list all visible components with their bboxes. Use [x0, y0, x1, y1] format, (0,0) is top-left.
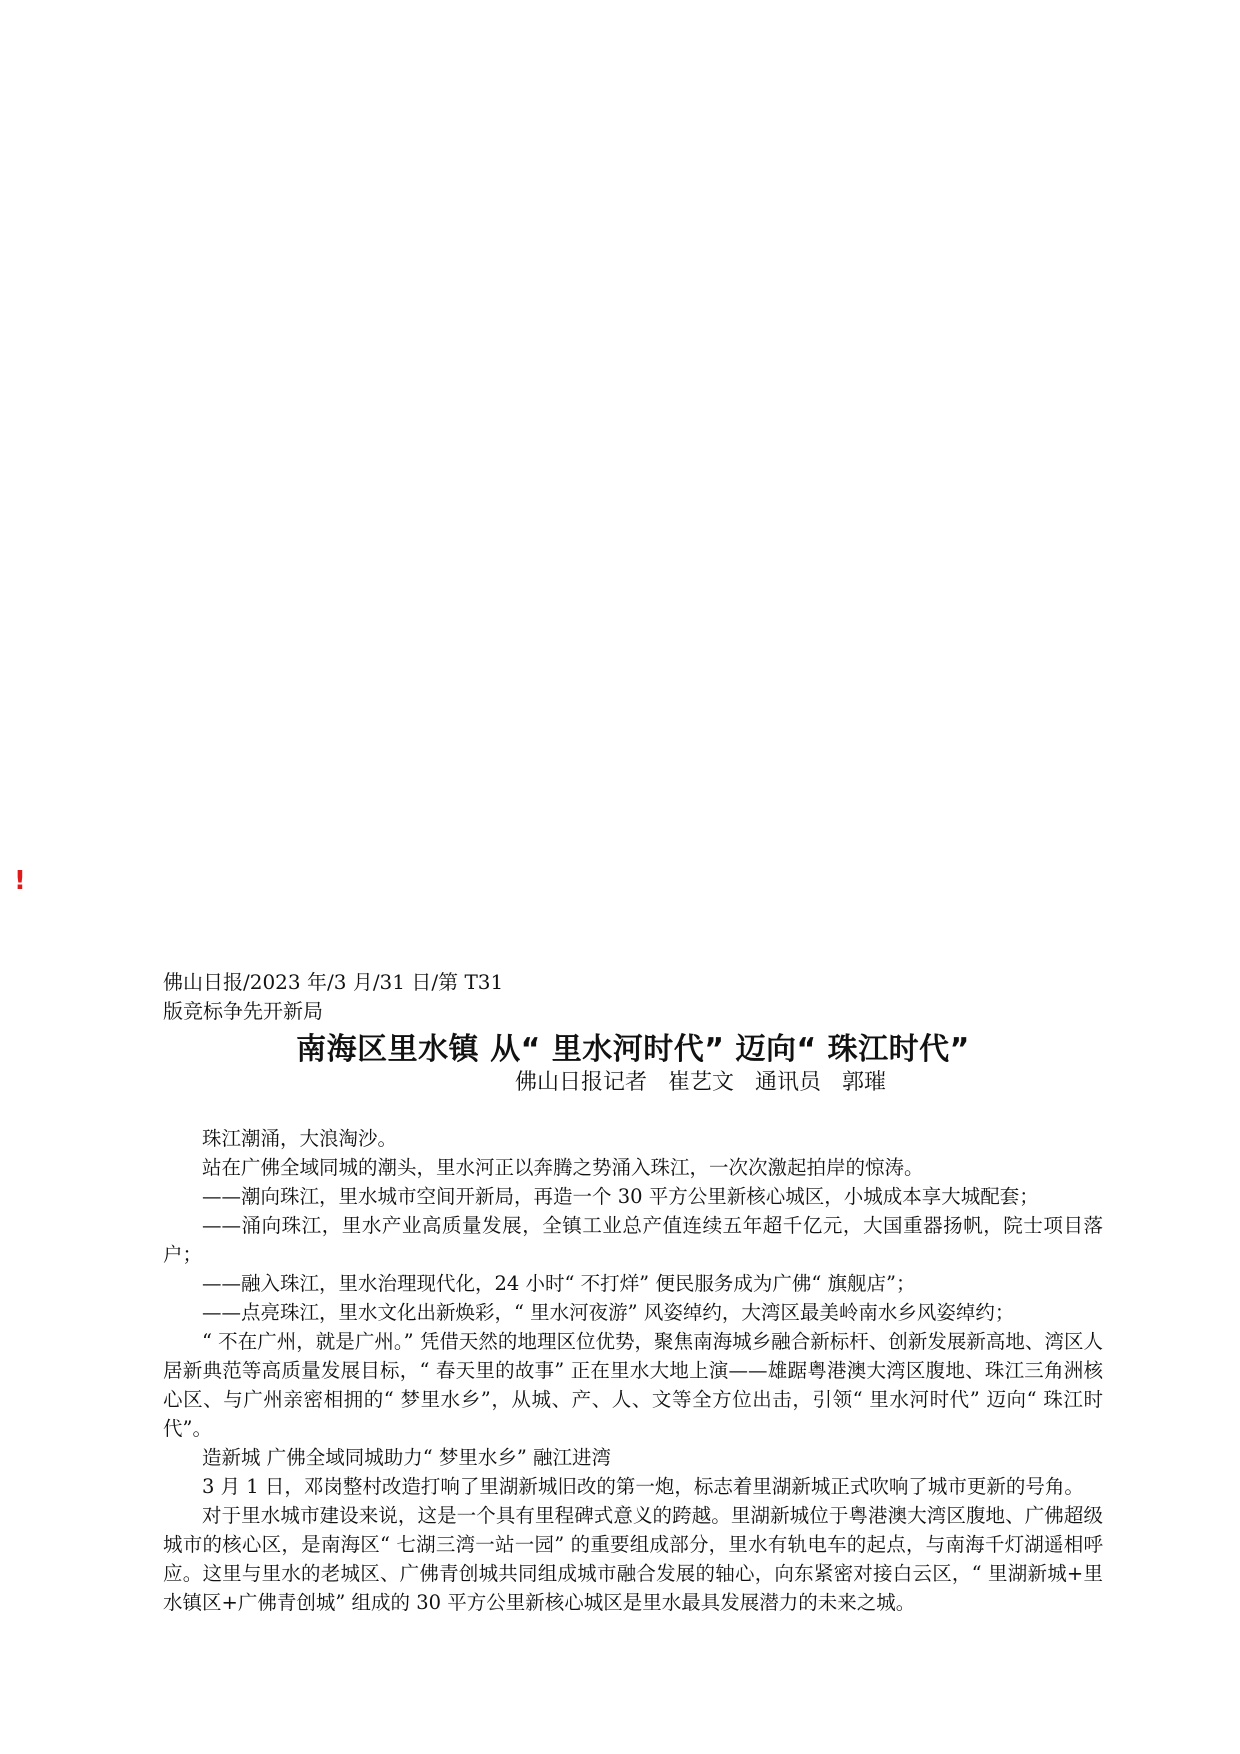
article-body	[163, 1124, 1103, 1617]
paragraph: 3 月 1 日，邓岗整村改造打响了里湖新城旧改的第一炮，标志着里湖新城正式吹响了城市更新的号角。	[202, 1475, 1084, 1498]
paragraph: 对于里水城市建设来说，这是一个具有里程碑式意义的跨越。里湖新城位于粤港澳大湾区腹地、广佛超级城市的核心区，是南海区“ 七湖三湾一站一园” 的重要组成部分，里水有轨电车的起点，与南海千灯湖遥相呼应。这里与里水的老城区、广佛青创城共同组成城市融合发展的轴心，向东紧密对接白云区，“ 里湖新城+里水镇区+广佛青创城” 组成的 30 平方公里新核心城区是里水最具发展潜力的未来之城。	[163, 1504, 1103, 1614]
article-byline: 佛山日报记者 崔艺文 通讯员 郭璀	[515, 1070, 886, 1095]
paragraph: ——点亮珠江，里水文化出新焕彩，“ 里水河夜游” 风姿绰约，大湾区最美岭南水乡风姿绰约；	[202, 1301, 1015, 1324]
red-exclamation-mark: !	[14, 866, 26, 896]
paragraph: ——涌向珠江，里水产业高质量发展，全镇工业总产值连续五年超千亿元，大国重器扬帆，院士项目落户；	[163, 1214, 1103, 1266]
paragraph: ——潮向珠江，里水城市空间开新局，再造一个 30 平方公里新核心城区，小城成本享大城配套；	[202, 1185, 1039, 1208]
paragraph: 站在广佛全域同城的潮头，里水河正以奔腾之势涌入珠江，一次次激起拍岸的惊涛。	[202, 1156, 924, 1179]
article-title: 南海区里水镇 从“ 里水河时代” 迈向“ 珠江时代”	[296, 1032, 970, 1067]
section-line: 版竞标争先开新局	[163, 999, 323, 1023]
paragraph: ——融入珠江，里水治理现代化，24 小时“ 不打烊” 便民服务成为广佛“ 旗舰店”；	[202, 1272, 916, 1295]
source-line: 佛山日报/2023 年/3 月/31 日/第 T31	[163, 970, 504, 994]
paragraph: “ 不在广州，就是广州。” 凭借天然的地理区位优势，聚焦南海城乡融合新标杆、创新发展新高地、湾区人居新典范等高质量发展目标，“ 春天里的故事” 正在里水大地上演——雄踞粤港澳大湾区腹地、珠江三角洲核心区、与广州亲密相拥的“ 梦里水乡”，从城、产、人、文等全方位出击，引领“ 里水河时代” 迈向“ 珠江时代”。	[163, 1330, 1103, 1440]
section-heading: 造新城 广佛全域同城助力“ 梦里水乡” 融江进湾	[202, 1446, 612, 1469]
paragraph: 珠江潮涌，大浪淘沙。	[202, 1127, 398, 1150]
